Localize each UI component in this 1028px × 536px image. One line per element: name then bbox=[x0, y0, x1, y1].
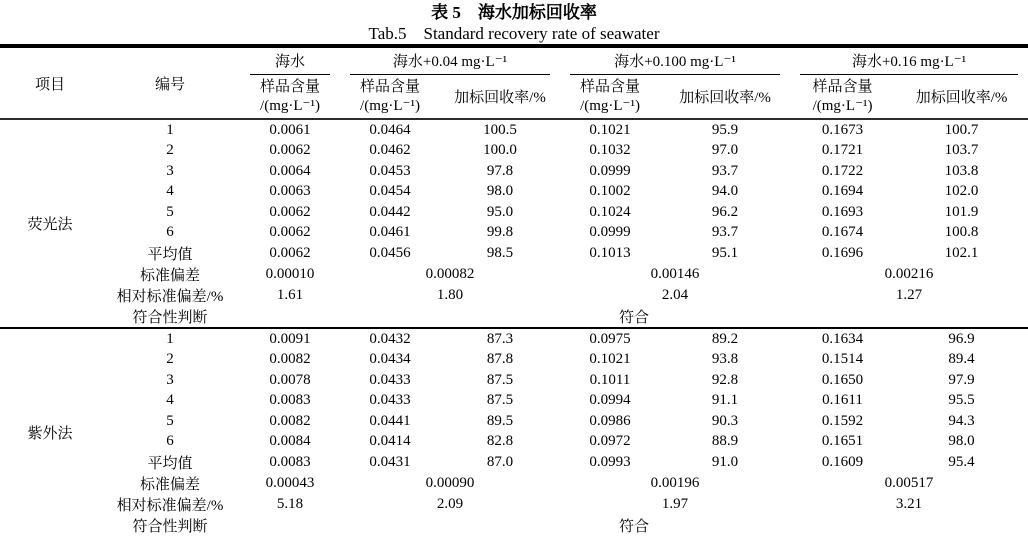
table-row bbox=[0, 306, 1028, 328]
row-label: 1 bbox=[166, 330, 174, 347]
data-cell: 97.8 bbox=[486, 162, 514, 179]
col-header-recovery-rate: 加标回收率/% bbox=[915, 90, 1008, 106]
col-header-sample-content bbox=[340, 75, 440, 119]
data-cell: 0.1021 bbox=[589, 121, 631, 138]
data-cell: 0.00043 bbox=[265, 475, 315, 491]
data-cell-merged: 0.00517 bbox=[884, 475, 934, 491]
data-cell: 0.0078 bbox=[269, 371, 311, 388]
data-cell: 1.61 bbox=[276, 287, 304, 303]
data-cell: 0.0062 bbox=[269, 245, 311, 261]
col-header-recovery-rate: 加标回收率/% bbox=[454, 90, 546, 106]
data-cell: 5.18 bbox=[276, 496, 304, 512]
col-header-item: 项目 bbox=[34, 76, 65, 93]
group-header-row bbox=[0, 46, 1028, 75]
table-row bbox=[0, 328, 1028, 350]
sample-content-label: 样品含量 bbox=[812, 78, 873, 95]
table-title-zh: 表 5 海水加标回收率 bbox=[431, 3, 597, 22]
group-label: 海水+0.16 mg·L⁻¹ bbox=[800, 50, 1018, 75]
data-cell-merged: 0.00216 bbox=[884, 266, 934, 282]
sample-content-label: 样品含量 bbox=[580, 78, 641, 95]
col-group-spike-016 bbox=[790, 46, 1028, 75]
data-cell: 0.1013 bbox=[589, 245, 631, 261]
data-cell: 0.0434 bbox=[369, 351, 411, 368]
row-label: 相对标准偏差/% bbox=[116, 289, 224, 305]
data-cell: 0.0462 bbox=[369, 142, 411, 159]
data-cell-merged: 0.00146 bbox=[650, 266, 700, 282]
data-cell: 100.5 bbox=[483, 121, 517, 138]
data-cell: 87.0 bbox=[486, 454, 514, 470]
data-cell: 0.1694 bbox=[821, 183, 864, 200]
data-cell: 0.0999 bbox=[589, 224, 631, 241]
data-cell: 95.9 bbox=[711, 121, 739, 138]
data-cell: 93.7 bbox=[711, 224, 739, 241]
table-row bbox=[0, 285, 1028, 306]
col-header-sample-content bbox=[560, 75, 660, 119]
data-cell: 0.1722 bbox=[821, 162, 864, 179]
method-section bbox=[0, 119, 1028, 328]
data-cell: 0.0414 bbox=[369, 433, 411, 450]
data-cell: 0.0986 bbox=[589, 412, 631, 429]
row-label: 1 bbox=[166, 121, 174, 138]
data-cell: 0.0441 bbox=[369, 412, 411, 429]
data-cell-merged: 1.27 bbox=[895, 287, 923, 303]
table-row bbox=[0, 161, 1028, 182]
table-row bbox=[0, 473, 1028, 494]
recovery-table bbox=[0, 44, 1028, 536]
data-cell: 87.5 bbox=[486, 392, 514, 409]
data-cell: 95.0 bbox=[486, 203, 514, 220]
table-row bbox=[0, 264, 1028, 285]
sample-content-label: 样品含量 bbox=[359, 78, 420, 95]
data-cell: 0.0061 bbox=[269, 121, 311, 138]
data-cell: 91.0 bbox=[711, 454, 739, 470]
table-row bbox=[0, 432, 1028, 453]
table-row bbox=[0, 411, 1028, 432]
group-label: 海水+0.04 mg·L⁻¹ bbox=[350, 50, 550, 75]
table-title-en: Tab.5 Standard recovery rate of seawater bbox=[368, 24, 660, 43]
data-cell: 93.8 bbox=[711, 351, 739, 368]
data-cell: 0.0091 bbox=[269, 330, 311, 347]
data-cell: 0.0432 bbox=[369, 330, 411, 347]
data-cell: 0.0975 bbox=[589, 330, 631, 347]
data-cell: 0.1514 bbox=[821, 351, 864, 368]
data-cell: 102.1 bbox=[944, 245, 979, 261]
conformity-value: 符合 bbox=[619, 519, 650, 535]
sample-content-unit: /(mg·L⁻¹) bbox=[812, 97, 873, 114]
data-cell: 0.0064 bbox=[269, 162, 311, 179]
data-cell: 0.0082 bbox=[269, 412, 311, 429]
row-label: 3 bbox=[166, 371, 174, 388]
data-cell: 100.0 bbox=[483, 142, 517, 159]
method-label: 紫外法 bbox=[27, 426, 73, 442]
table-row bbox=[0, 452, 1028, 473]
table-row bbox=[0, 515, 1028, 536]
data-cell: 0.0442 bbox=[369, 203, 411, 220]
row-label: 平均值 bbox=[147, 247, 193, 263]
data-cell: 0.1693 bbox=[821, 203, 864, 220]
col-header-sample-content bbox=[240, 75, 340, 119]
row-label: 标准偏差 bbox=[139, 268, 200, 284]
row-label: 符合性判断 bbox=[132, 519, 208, 535]
data-cell: 0.1651 bbox=[821, 433, 864, 450]
table-row bbox=[0, 370, 1028, 391]
data-cell: 0.1021 bbox=[589, 351, 631, 368]
data-cell: 96.2 bbox=[711, 203, 739, 220]
row-label: 符合性判断 bbox=[132, 310, 208, 326]
data-cell: 0.0083 bbox=[269, 392, 311, 409]
data-cell: 0.0994 bbox=[589, 392, 631, 409]
table-row bbox=[0, 223, 1028, 244]
row-label: 6 bbox=[166, 224, 174, 241]
data-cell: 0.1721 bbox=[821, 142, 864, 159]
col-header-sample-content bbox=[790, 75, 895, 119]
data-cell: 0.0082 bbox=[269, 351, 311, 368]
data-cell: 0.1673 bbox=[821, 121, 864, 138]
data-cell-merged: 2.09 bbox=[436, 496, 464, 512]
data-cell: 0.1609 bbox=[821, 454, 864, 470]
table-row bbox=[0, 119, 1028, 141]
data-cell: 98.0 bbox=[948, 433, 975, 450]
data-cell: 101.9 bbox=[944, 203, 979, 220]
data-cell: 0.0454 bbox=[369, 183, 411, 200]
data-cell: 99.8 bbox=[486, 224, 514, 241]
row-label: 2 bbox=[166, 351, 174, 368]
row-label: 5 bbox=[166, 203, 174, 220]
data-cell: 0.1592 bbox=[821, 412, 864, 429]
data-cell-merged: 0.00082 bbox=[425, 266, 475, 282]
row-label: 6 bbox=[166, 433, 174, 450]
data-cell: 0.0084 bbox=[269, 433, 311, 450]
data-cell: 0.0062 bbox=[269, 203, 311, 220]
method-label: 荧光法 bbox=[27, 217, 73, 233]
group-label: 海水+0.100 mg·L⁻¹ bbox=[570, 50, 780, 75]
data-cell: 0.0063 bbox=[269, 183, 311, 200]
data-cell: 0.0062 bbox=[269, 142, 311, 159]
data-cell: 0.1024 bbox=[589, 203, 631, 220]
data-cell: 87.8 bbox=[486, 351, 514, 368]
data-cell: 98.0 bbox=[486, 183, 514, 200]
data-cell-merged: 1.97 bbox=[661, 496, 689, 512]
col-group-spike-004 bbox=[340, 46, 560, 75]
data-cell-merged: 2.04 bbox=[661, 287, 689, 303]
data-cell: 92.8 bbox=[711, 371, 739, 388]
data-cell: 100.7 bbox=[944, 121, 979, 138]
data-cell: 0.0062 bbox=[269, 224, 311, 241]
data-cell: 0.1634 bbox=[821, 330, 864, 347]
data-cell: 0.00010 bbox=[265, 266, 315, 282]
data-cell: 0.0083 bbox=[269, 454, 311, 470]
data-cell-merged: 0.00196 bbox=[650, 475, 700, 491]
data-cell: 97.9 bbox=[948, 371, 975, 388]
col-header-recovery-rate: 加标回收率/% bbox=[679, 90, 771, 106]
table-row bbox=[0, 494, 1028, 515]
sample-content-unit: /(mg·L⁻¹) bbox=[260, 97, 320, 114]
data-cell: 95.1 bbox=[711, 245, 739, 261]
data-cell: 95.5 bbox=[948, 392, 975, 409]
row-label: 5 bbox=[166, 412, 174, 429]
data-cell: 103.7 bbox=[944, 142, 979, 159]
data-cell: 0.0972 bbox=[589, 433, 631, 450]
data-cell: 102.0 bbox=[944, 183, 979, 200]
group-label: 海水 bbox=[250, 50, 330, 75]
row-label: 4 bbox=[166, 392, 174, 409]
data-cell: 95.4 bbox=[948, 454, 975, 470]
row-label: 4 bbox=[166, 183, 174, 200]
data-cell: 0.1611 bbox=[822, 392, 863, 409]
data-cell: 87.5 bbox=[486, 371, 514, 388]
data-cell: 0.0461 bbox=[369, 224, 411, 241]
col-group-seawater bbox=[240, 46, 340, 75]
data-cell: 87.3 bbox=[486, 330, 514, 347]
data-cell: 0.0433 bbox=[369, 371, 411, 388]
data-cell: 89.5 bbox=[486, 412, 514, 429]
row-label: 3 bbox=[166, 162, 174, 179]
table-header bbox=[0, 46, 1028, 119]
sample-content-unit: /(mg·L⁻¹) bbox=[580, 97, 640, 114]
row-label: 平均值 bbox=[147, 456, 193, 472]
data-cell: 94.3 bbox=[948, 412, 975, 429]
data-cell: 0.0456 bbox=[369, 245, 411, 261]
method-section bbox=[0, 328, 1028, 536]
data-cell: 89.2 bbox=[711, 330, 739, 347]
table-row bbox=[0, 182, 1028, 203]
data-cell: 0.0999 bbox=[589, 162, 631, 179]
data-cell: 0.0453 bbox=[369, 162, 411, 179]
table-row bbox=[0, 350, 1028, 371]
sample-content-label: 样品含量 bbox=[259, 78, 320, 95]
col-group-spike-0100 bbox=[560, 46, 790, 75]
data-cell: 89.4 bbox=[948, 351, 975, 368]
data-cell: 103.8 bbox=[944, 162, 979, 179]
col-header-no: 编号 bbox=[154, 76, 185, 93]
data-cell-merged: 3.21 bbox=[895, 496, 923, 512]
data-cell: 0.0433 bbox=[369, 392, 411, 409]
data-cell: 100.8 bbox=[944, 224, 979, 241]
table-row bbox=[0, 391, 1028, 412]
data-cell: 0.1002 bbox=[589, 183, 631, 200]
data-cell-merged: 0.00090 bbox=[425, 475, 475, 491]
data-cell: 90.3 bbox=[711, 412, 739, 429]
data-cell-merged: 1.80 bbox=[436, 287, 464, 303]
conformity-value: 符合 bbox=[619, 310, 650, 326]
sample-content-unit: /(mg·L⁻¹) bbox=[360, 97, 420, 114]
data-cell: 0.0431 bbox=[369, 454, 411, 470]
data-cell: 0.1696 bbox=[821, 245, 864, 261]
row-label: 相对标准偏差/% bbox=[116, 498, 224, 514]
data-cell: 82.8 bbox=[486, 433, 514, 450]
table-row bbox=[0, 141, 1028, 162]
data-cell: 91.1 bbox=[711, 392, 739, 409]
data-cell: 0.1650 bbox=[821, 371, 864, 388]
row-label: 2 bbox=[166, 142, 174, 159]
data-cell: 0.1674 bbox=[821, 224, 864, 241]
data-cell: 88.9 bbox=[711, 433, 739, 450]
data-cell: 98.5 bbox=[486, 245, 514, 261]
data-cell: 94.0 bbox=[711, 183, 739, 200]
data-cell: 93.7 bbox=[711, 162, 739, 179]
data-cell: 96.9 bbox=[948, 330, 975, 347]
table-row bbox=[0, 202, 1028, 223]
data-cell: 0.0993 bbox=[589, 454, 631, 470]
table-row bbox=[0, 243, 1028, 264]
row-label: 标准偏差 bbox=[139, 477, 200, 493]
data-cell: 0.0464 bbox=[369, 121, 411, 138]
data-cell: 0.1011 bbox=[589, 371, 631, 388]
data-cell: 0.1032 bbox=[589, 142, 631, 159]
data-cell: 97.0 bbox=[711, 142, 739, 159]
